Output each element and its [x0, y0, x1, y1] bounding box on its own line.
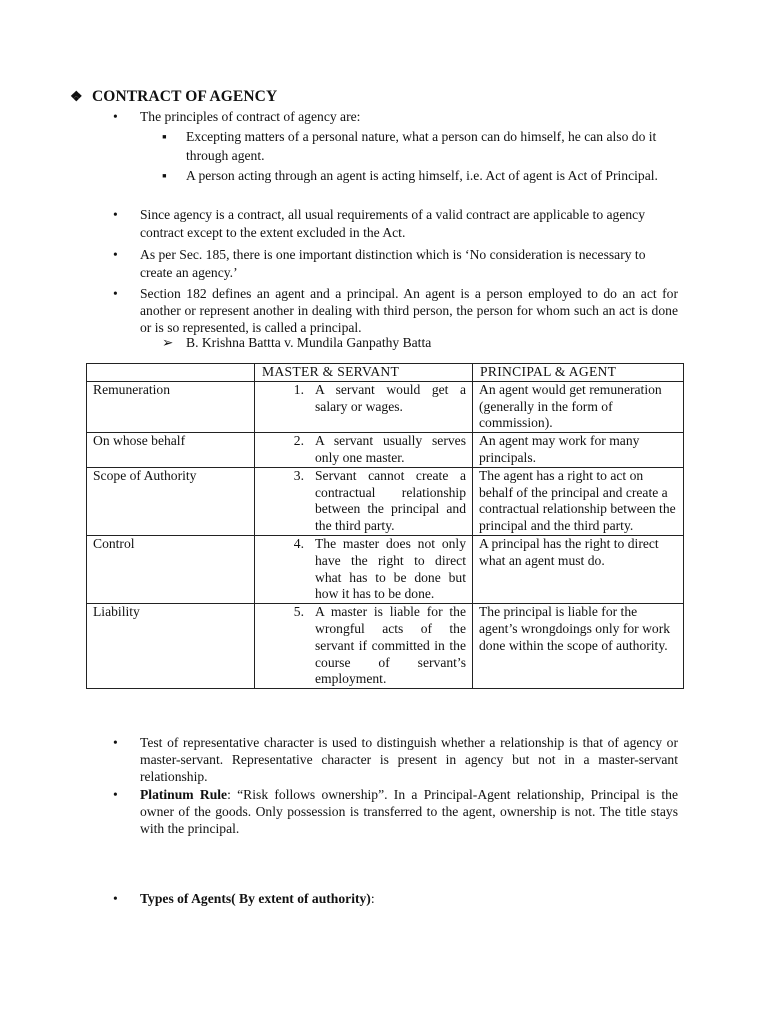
point-text: Section 182 defines an agent and a principal. An agent is a person employed to do an act for another or represent another in dealing with third person, the person for whom such an act is done or is so represented, is called a principal. [140, 286, 678, 335]
bullet-icon: • [113, 891, 118, 906]
diamond-bullet-icon: ❖ [70, 90, 83, 105]
aspect-cell: Scope of Authority [87, 467, 255, 535]
aspect-cell: On whose behalf [87, 433, 255, 468]
row-number: 3. [293, 467, 304, 483]
principal-cell: An agent may work for many principals. [473, 433, 684, 468]
types-heading [140, 890, 678, 908]
table-row [87, 381, 684, 432]
types-suffix: : [370, 891, 375, 906]
bullet-icon: • [113, 735, 118, 750]
heading-title: CONTRACT OF AGENCY [92, 88, 278, 105]
master-text: A servant usually serves only one master. [315, 433, 466, 465]
row-number: 1. [293, 381, 304, 397]
intro-text: The principles of contract of agency are: [140, 109, 361, 124]
bullet-icon: • [113, 247, 118, 262]
principal-cell: The agent has a right to act on behalf of the principal and create a contractual relationship between the principal and the third party. [473, 467, 684, 535]
square-bullet-icon: ▪ [162, 129, 167, 144]
master-text: The master does not only have the right to direct what has to be done but how it has to be done. [315, 535, 466, 602]
platinum-rule-text [140, 786, 678, 837]
row-number: 4. [293, 535, 304, 551]
principal-cell: An agent would get remuneration (generally in the form of commission). [473, 381, 684, 432]
aspect-cell: Liability [87, 604, 255, 689]
table-row [87, 467, 684, 535]
principle-text: A person acting through an agent is acting himself, i.e. Act of agent is Act of Principal. [186, 168, 658, 183]
principal-cell: The principal is liable for the agent’s wrongdoings only for work done within the scope of authority. [473, 604, 684, 689]
master-cell [255, 467, 473, 535]
table-header-cell: PRINCIPAL & AGENT [473, 364, 684, 382]
table-header-cell [87, 364, 255, 382]
master-text: Servant cannot create a contractual relationship between the principal and the third party. [315, 467, 466, 534]
case-reference [162, 335, 431, 351]
section-heading [70, 88, 277, 106]
master-cell [255, 535, 473, 603]
test-text: Test of representative character is used to distinguish whether a relationship is that of agency or master-servant. Representative character is present in agency but not in a master-servant relationship. [140, 735, 678, 784]
arrow-bullet-icon: ➢ [162, 335, 174, 350]
case-reference-text: B. Krishna Battta v. Mundila Ganpathy Batta [186, 335, 432, 350]
platinum-rule-body: : “Risk follows ownership”. In a Principal-Agent relationship, Principal is the owner of the goods. Only possession is transferred to the agent, ownership is not. The title stays with the principal. [140, 787, 678, 836]
aspect-cell: Control [87, 535, 255, 603]
table-header-row [87, 364, 684, 382]
point-text: Since agency is a contract, all usual requirements of a valid contract are applicable to agency contract except to the extent excluded in the Act. [140, 207, 646, 240]
table-row [87, 433, 684, 468]
principle-text: Excepting matters of a personal nature, what a person can do himself, he can also do it through agent. [186, 129, 657, 163]
master-cell [255, 433, 473, 468]
table-header-cell: MASTER & SERVANT [255, 364, 473, 382]
bullet-icon: • [113, 286, 118, 301]
principal-cell: A principal has the right to direct what an agent must do. [473, 535, 684, 603]
bullet-icon: • [113, 787, 118, 802]
platinum-rule-label: Platinum Rule [140, 787, 228, 802]
row-number: 5. [293, 604, 304, 620]
aspect-cell: Remuneration [87, 381, 255, 432]
row-number: 2. [293, 433, 304, 449]
master-cell [255, 604, 473, 689]
master-cell [255, 381, 473, 432]
table-row [87, 535, 684, 603]
master-text: A servant would get a salary or wages. [315, 381, 466, 414]
bullet-icon: • [113, 207, 118, 222]
types-label: Types of Agents( By extent of authority) [140, 891, 371, 906]
table-row [87, 604, 684, 689]
comparison-table [86, 363, 684, 689]
master-text: A master is liable for the wrongful acts of the servant if committed in the course of servant’s employment. [315, 604, 466, 687]
point-text: As per Sec. 185, there is one important distinction which is ‘No consideration is necessary to create an agency.’ [140, 247, 646, 280]
square-bullet-icon: ▪ [162, 168, 167, 183]
bullet-icon: • [113, 109, 118, 124]
